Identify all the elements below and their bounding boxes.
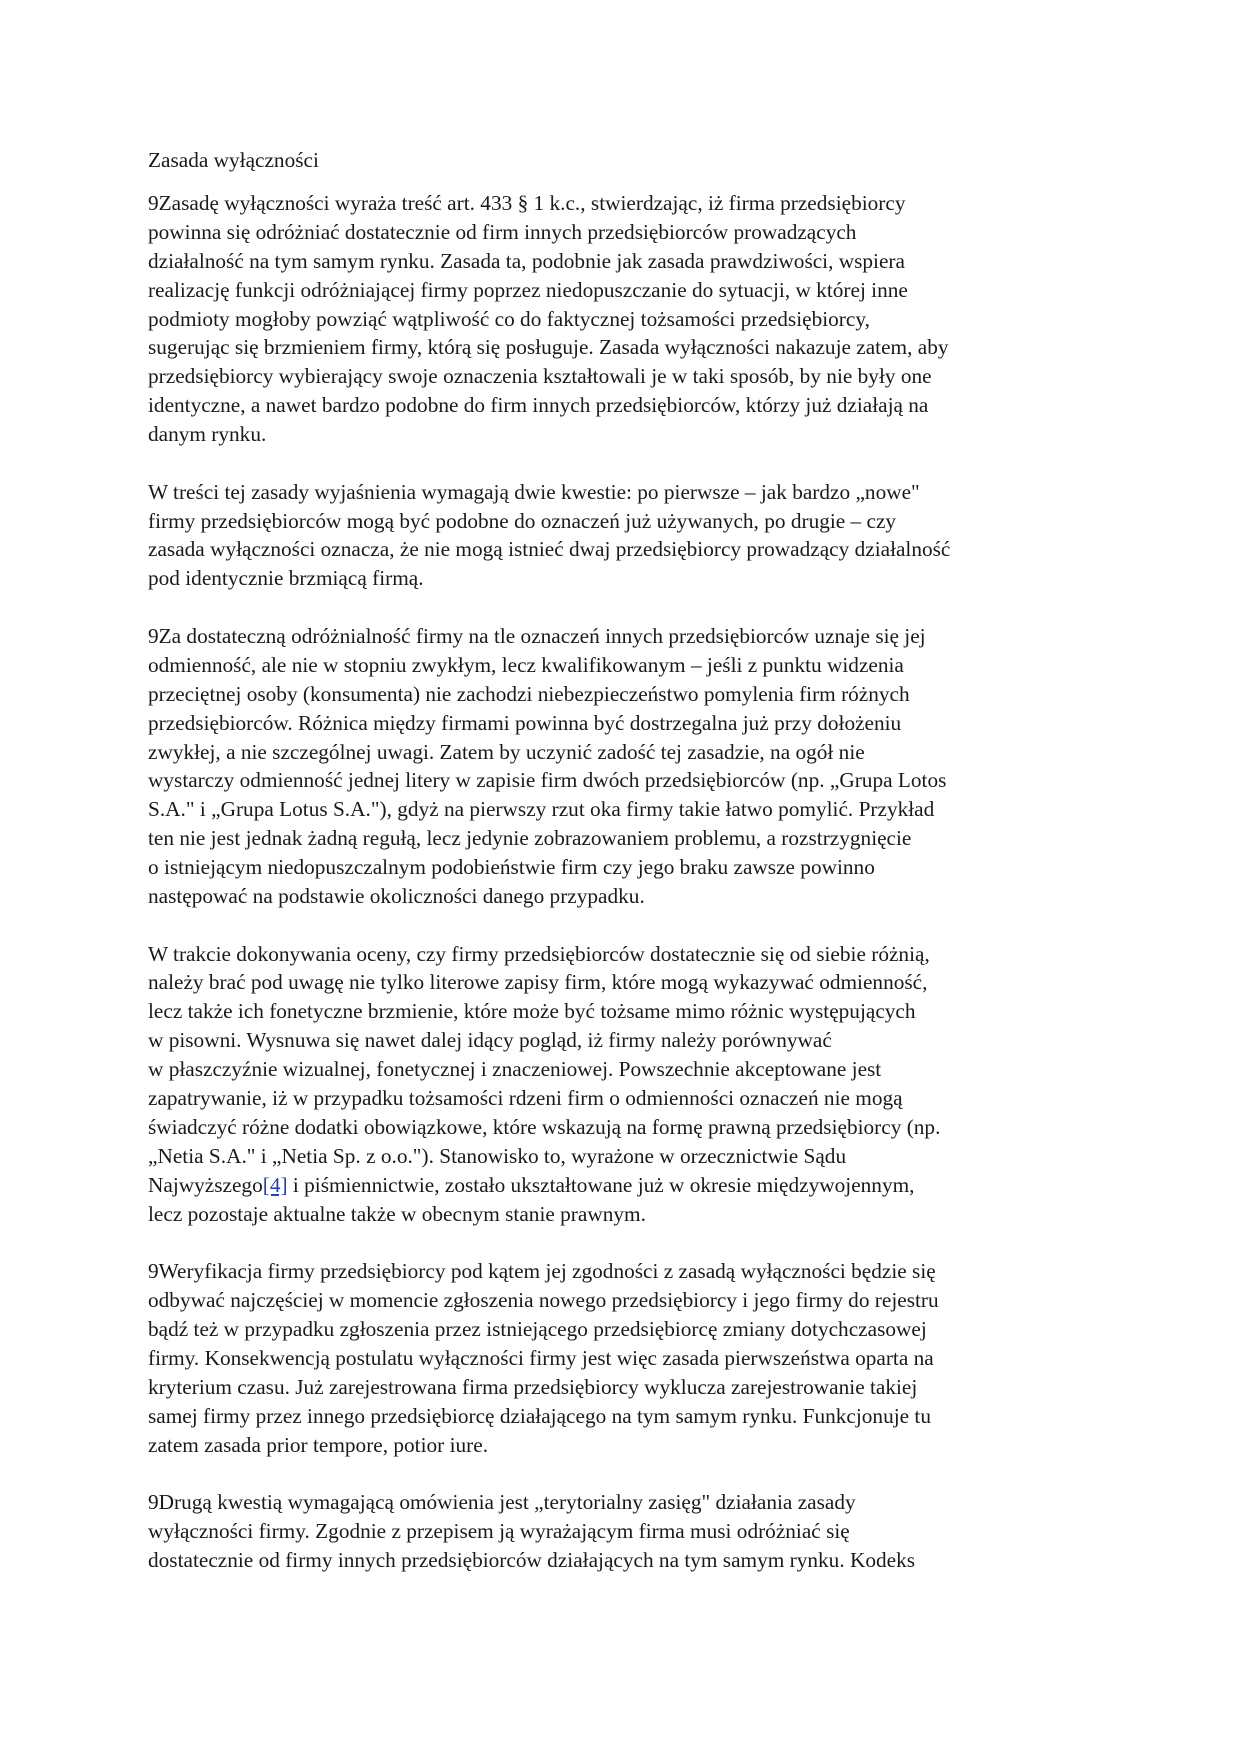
text-line: „Netia S.A." i „Netia Sp. z o.o."). Stanowisko to, wyrażone w orzecznictwie Sądu: [148, 1143, 847, 1168]
text-line: zasada wyłączności oznacza, że nie mogą istnieć dwaj przedsiębiorcy prowadzący działalność: [148, 537, 951, 562]
text-line: 9Za dostateczną odróżnialność firmy na tle oznaczeń innych przedsiębiorców uznaje się jej: [148, 623, 926, 648]
paragraph-1: [148, 189, 1100, 449]
text-line: dostatecznie od firmy innych przedsiębiorców działających na tym samym rynku. Kodeks: [148, 1547, 916, 1572]
text-line: 9Zasadę wyłączności wyraża treść art. 433 § 1 k.c., stwierdzając, iż firma przedsiębiorcy: [148, 190, 906, 215]
text-line: odbywać najczęściej w momencie zgłoszenia nowego przedsiębiorcy i jego firmy do rejestru: [148, 1288, 939, 1313]
text-line: wyłączności firmy. Zgodnie z przepisem ją wyrażającym firma musi odróżniać się: [148, 1519, 850, 1544]
paragraph-3: [148, 622, 1100, 911]
text-line: 9Drugą kwestią wymagającą omówienia jest „terytorialny zasięg" działania zasady: [148, 1490, 856, 1515]
text-line: ten nie jest jednak żadną regułą, lecz jedynie zobrazowaniem problemu, a rozstrzygnięcie: [148, 826, 912, 851]
paragraph-6: [148, 1488, 1100, 1575]
text-line: wystarczy odmienność jednej litery w zapisie firm dwóch przedsiębiorców (np. „Grupa Lotos: [148, 768, 947, 793]
footnote-link[interactable]: [4]: [262, 1172, 288, 1197]
text-line: W trakcie dokonywania oceny, czy firmy przedsiębiorców dostatecznie się od siebie różnią,: [148, 941, 930, 966]
text-line: w płaszczyźnie wizualnej, fonetycznej i znaczeniowej. Powszechnie akceptowane jest: [148, 1057, 882, 1082]
paragraph-2: [148, 478, 1100, 594]
text-line: następować na podstawie okoliczności danego przypadku.: [148, 884, 645, 909]
text-line: bądź też w przypadku zgłoszenia przez istniejącego przedsiębiorcę zmiany dotychczasowej: [148, 1317, 927, 1341]
text-line: przedsiębiorców. Różnica między firmami powinna być dostrzegalna już przy dołożeniu: [148, 710, 902, 735]
text-line: W treści tej zasady wyjaśnienia wymagają dwie kwestie: po pierwsze – jak bardzo „nowe": [148, 479, 920, 504]
document-title: Zasada wyłączności: [148, 148, 319, 172]
text-line: działalność na tym samym rynku. Zasada ta, podobnie jak zasada prawdziwości, wspiera: [148, 248, 905, 273]
text-line: o istniejącym niedopuszczalnym podobieństwie firm czy jego braku zawsze powinno: [148, 855, 875, 880]
document-page: [148, 146, 1100, 1603]
text-line: zatem zasada prior tempore, potior iure.: [148, 1432, 489, 1457]
text-line: świadczyć różne dodatki obowiązkowe, które wskazują na formę prawną przedsiębiorcy (np.: [148, 1114, 941, 1139]
text-line: lecz pozostaje aktualne także w obecnym stanie prawnym.: [148, 1201, 646, 1226]
text-segment: Najwyższego: [148, 1172, 263, 1197]
text-line: zwykłej, a nie szczególnej uwagi. Zatem by uczynić zadość tej zasadzie, na ogół nie: [148, 739, 865, 764]
text-line: podmioty mogłoby powziąć wątpliwość co do faktycznej tożsamości przedsiębiorcy,: [148, 306, 870, 331]
text-line: zapatrywanie, iż w przypadku tożsamości rdzeni firm o odmienności oznaczeń nie mogą: [148, 1086, 903, 1111]
text-line: firmy przedsiębiorców mogą być podobne do oznaczeń już używanych, po drugie – czy: [148, 508, 897, 533]
text-line: S.A." i „Grupa Lotus S.A."), gdyż na pierwszy rzut oka firmy takie łatwo pomylić. Przykład: [148, 797, 935, 822]
text-line: odmienność, ale nie w stopniu zwykłym, lecz kwalifikowanym – jeśli z punktu widzenia: [148, 652, 904, 677]
text-line: realizację funkcji odróżniającej firmy poprzez niedopuszczanie do sytuacji, w której inne: [148, 277, 908, 302]
text-line: danym rynku.: [148, 422, 267, 447]
text-line: powinna się odróżniać dostatecznie od firm innych przedsiębiorców prowadzących: [148, 219, 857, 244]
text-line: w pisowni. Wysnuwa się nawet dalej idący pogląd, iż firmy należy porównywać: [148, 1028, 832, 1053]
text-segment: i piśmiennictwie, zostało ukształtowane już w okresie międzywojennym,: [287, 1172, 915, 1197]
paragraph-4: [148, 940, 1100, 1229]
text-line: pod identycznie brzmiącą firmą.: [148, 566, 424, 591]
text-line: identyczne, a nawet bardzo podobne do firm innych przedsiębiorców, którzy już działają na: [148, 393, 929, 418]
text-line: samej firmy przez innego przedsiębiorcę działającego na tym samym rynku. Funkcjonuje tu: [148, 1403, 931, 1428]
text-line: firmy. Konsekwencją postulatu wyłączności firmy jest więc zasada pierwszeństwa oparta na: [148, 1345, 934, 1370]
text-line: należy brać pod uwagę nie tylko literowe zapisy firm, które mogą wykazywać odmienność,: [148, 970, 928, 995]
text-line: 9Weryfikacja firmy przedsiębiorcy pod kątem jej zgodności z zasadą wyłączności będzie się: [148, 1259, 936, 1284]
text-line-with-footnote: [148, 1171, 1100, 1200]
text-line: przeciętnej osoby (konsumenta) nie zachodzi niebezpieczeństwo pomylenia firm różnych: [148, 681, 910, 706]
paragraph-5: [148, 1257, 1100, 1459]
text-line: lecz także ich fonetyczne brzmienie, które może być tożsame mimo różnic występujących: [148, 999, 916, 1024]
text-line: kryterium czasu. Już zarejestrowana firma przedsiębiorcy wyklucza zarejestrowanie takiej: [148, 1374, 918, 1399]
text-line: przedsiębiorcy wybierający swoje oznaczenia kształtowali je w taki sposób, by nie były one: [148, 364, 932, 389]
text-line: sugerując się brzmieniem firmy, którą się posługuje. Zasada wyłączności nakazuje zatem, aby: [148, 335, 949, 360]
